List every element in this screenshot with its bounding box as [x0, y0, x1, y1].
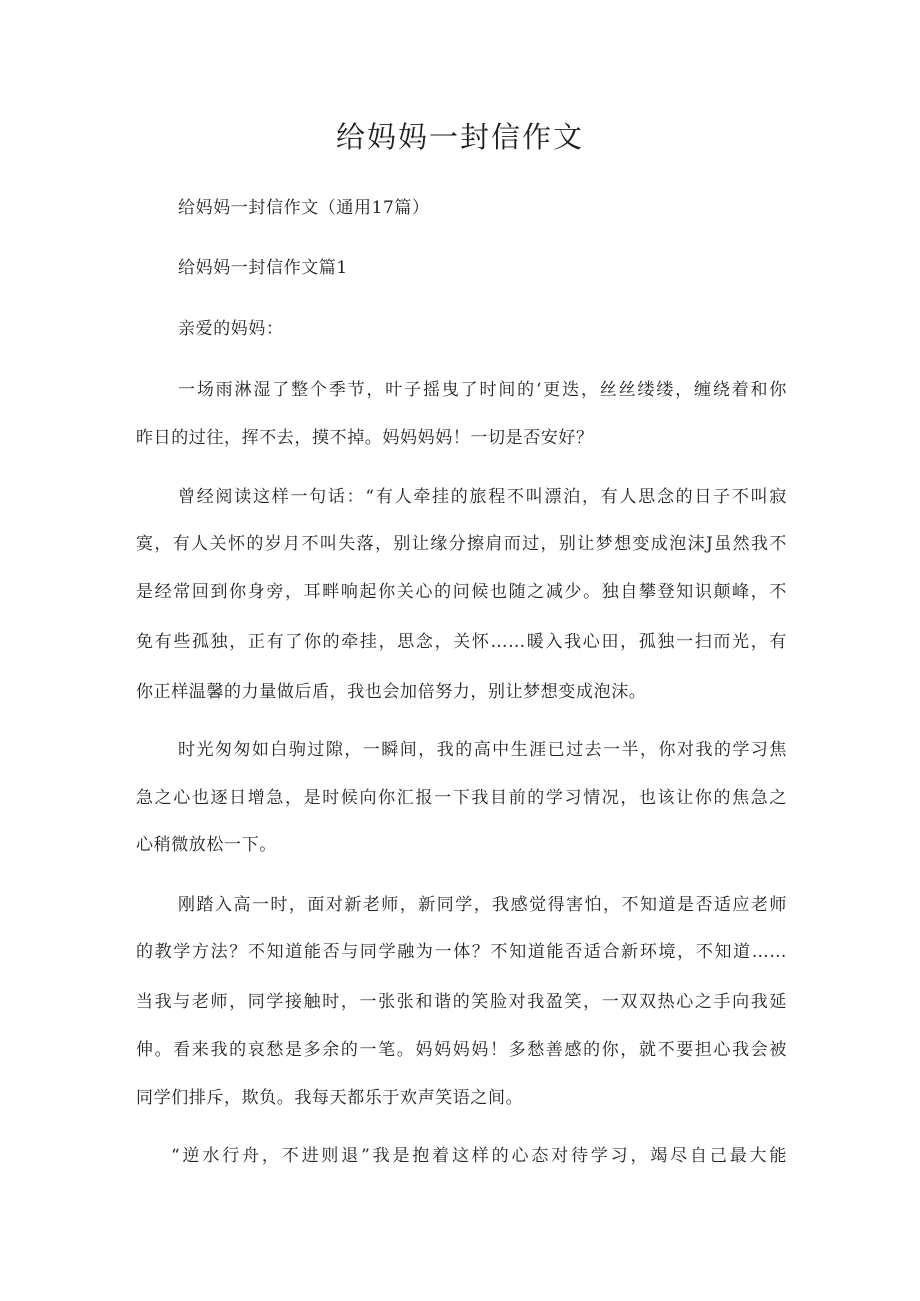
- paragraph-line: 伸。看来我的哀愁是多余的一笔。妈妈妈妈！多愁善感的你，就不要担心我会被: [136, 1040, 787, 1060]
- paragraph-line: 时光匆匆如白驹过隙，一瞬间，我的高中生涯已过去一半，你对我的学习焦: [178, 740, 787, 760]
- paragraph-line: 你正样温馨的力量做后盾，我也会加倍努力，别让梦想变成泡沫。: [136, 682, 647, 702]
- section-heading: 给妈妈一封信作文篇1: [178, 258, 348, 278]
- paragraph-line: “逆水行舟，不进则退”我是抱着这样的心态对待学习，竭尽自己最大能: [171, 1146, 787, 1166]
- paragraph-line: 昨日的过往，挥不去，摸不掉。妈妈妈妈！一切是否安好？: [136, 428, 594, 448]
- document-title: 给妈妈一封信作文: [335, 120, 584, 154]
- paragraph-line: 寞，有人关怀的岁月不叫失落，别让缘分擦肩而过，别让梦想变成泡沫J虽然我不: [136, 534, 787, 554]
- paragraph-line: 同学们排斥，欺负。我每天都乐于欢声笑语之间。: [136, 1088, 524, 1108]
- paragraph-line: 免有些孤独，正有了你的牵挂，思念，关怀……暖入我心田，孤独一扫而光，有: [136, 632, 787, 652]
- paragraph-line: 是经常回到你身旁，耳畔响起你关心的问候也随之减少。独自攀登知识颠峰，不: [136, 582, 787, 602]
- salutation: 亲爱的妈妈：: [178, 319, 284, 339]
- paragraph-line: 曾经阅读这样一句话：“有人牵挂的旅程不叫漂泊，有人思念的日子不叫寂: [178, 487, 787, 507]
- paragraph-line: 急之心也逐日增急，是时候向你汇报一下我目前的学习情况，也该让你的焦急之: [136, 788, 787, 808]
- paragraph-line: 心稍微放松一下。: [136, 835, 277, 855]
- paragraph-line: 一场雨淋湿了整个季节，叶子摇曳了时间的‘更迭，丝丝缕缕，缠绕着和你: [178, 380, 787, 400]
- paragraph-line: 的教学方法？不知道能否与同学融为一体？不知道能否适合新环境，不知道……: [136, 942, 787, 962]
- subtitle-line: 给妈妈一封信作文（通用17篇）: [178, 198, 430, 218]
- paragraph-line: 刚踏入高一时，面对新老师，新同学，我感觉得害怕，不知道是否适应老师: [178, 895, 787, 915]
- paragraph-line: 当我与老师，同学接触时，一张张和谐的笑脸对我盈笑，一双双热心之手向我延: [136, 992, 787, 1012]
